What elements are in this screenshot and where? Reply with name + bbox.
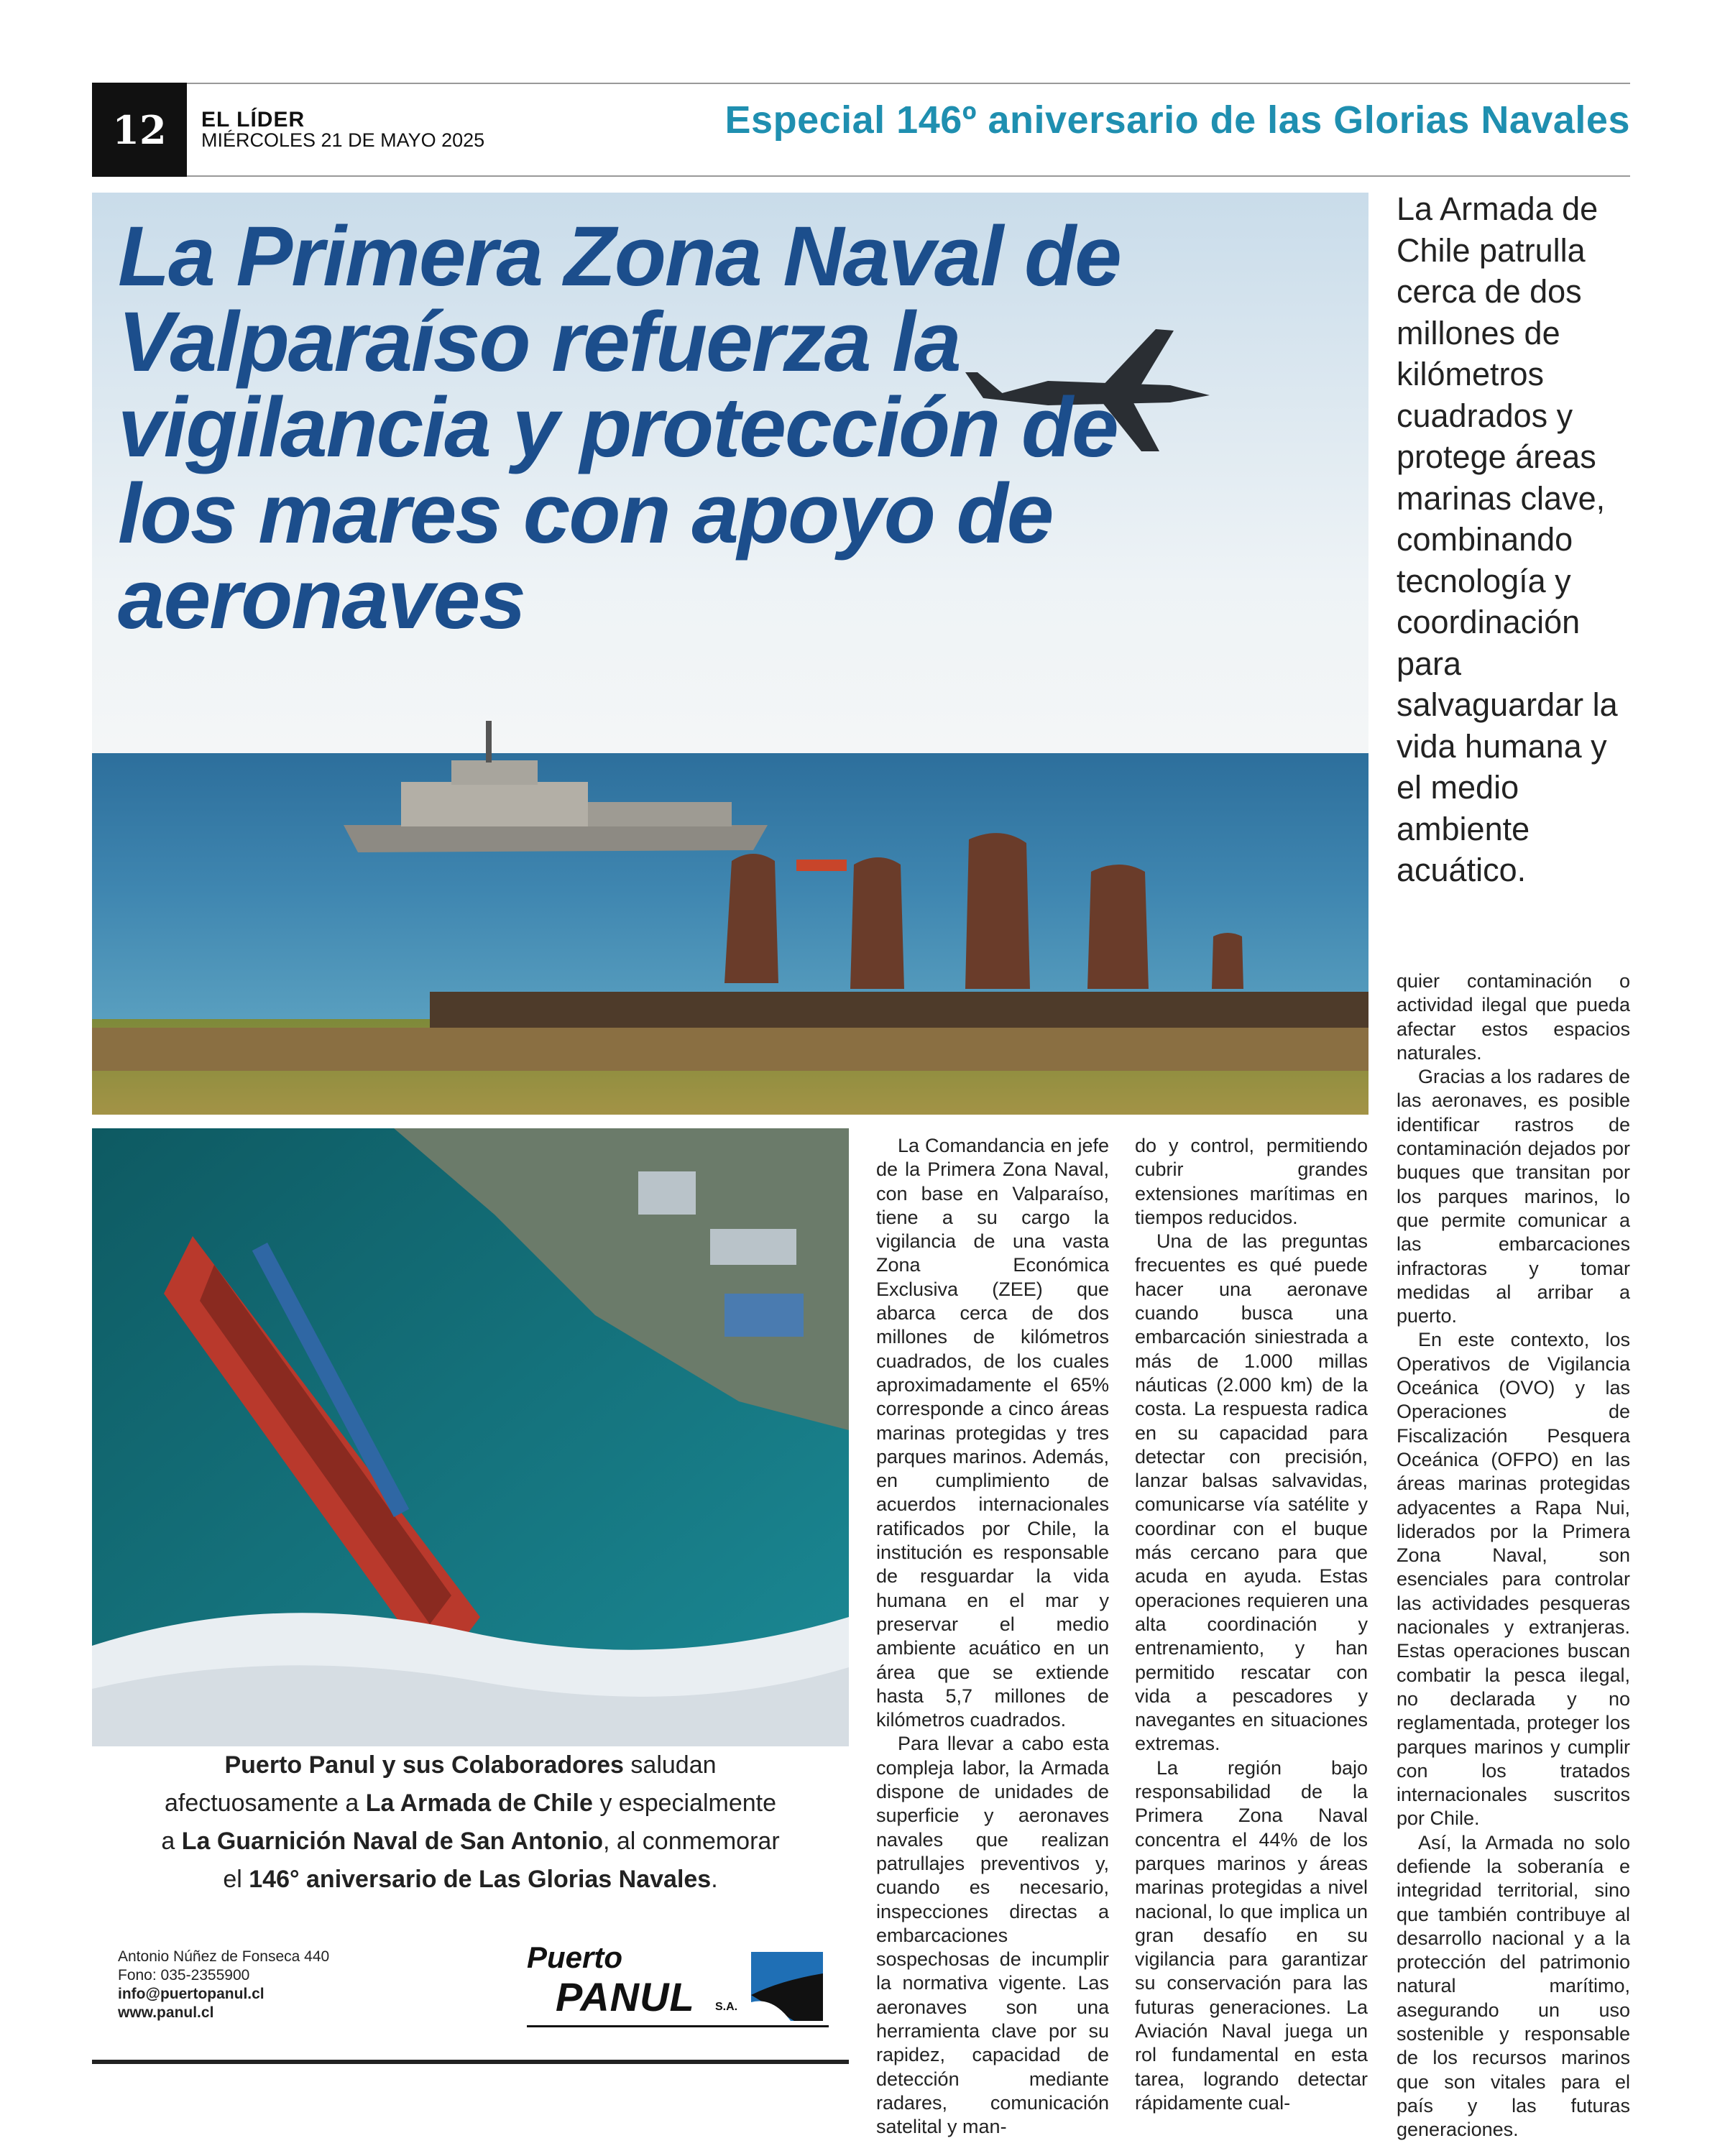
body-paragraph: La región bajo responsabilidad de la Primera Zona Naval concentra el 44% de los parques marinos y áreas marinas protegidas a nivel nacional, lo que implica un gran desafío en su vigilancia para garantizar su conservación para las futuras generaciones. La Aviación Naval juega un rol fundamental en esta tarea, logrando detectar rápidamente cual- <box>1135 1756 1368 2114</box>
body-paragraph: La Comandancia en jefe de la Primera Zona Naval, con base en Valparaíso, tiene a su cargo la vigilancia de una vasta Zona Económica Exclusiva (ZEE) que abarca cerca de dos millones de kilómetros cuadrados, de los cuales aproximadamente el 65% corresponde a cinco áreas marinas protegidas y tres parques marinos. Además, en cumplimiento de acuerdos internacionales ratificados por Chile, la institución es responsable de resguardar la vida humana en el mar y preservar el medio ambiente acuático en un área que se extiende hasta 5,7 millones de kilómetros cuadrados. <box>876 1135 1109 1731</box>
ad-email[interactable]: info@puertopanul.cl <box>118 1986 264 2002</box>
ad-bottom-rule <box>92 2060 849 2064</box>
header-bottom-rule <box>92 175 1630 177</box>
body-column-1 <box>876 1134 1109 2139</box>
panul-emblem-icon <box>751 1952 823 2021</box>
headline: La Primera Zona Naval de Valparaíso refuerza la vigilancia y protección de los mares con apoyo de aeronaves <box>118 209 1121 647</box>
ahu-platform <box>430 992 1368 1028</box>
body-paragraph: Para llevar a cabo esta compleja labor, la Armada dispone de unidades de superficie y aeronaves navales que realizan patrullajes preventivos y, cuando es necesario, inspecciones directas a embarcaciones sospechosas de incumplir la normativa vigente. Las aeronaves son una herramienta clave por su rapidez, capacidad de detección mediante radares, comunicación satelital y man- <box>876 1733 1109 2138</box>
body-column-2 <box>1135 1134 1368 2115</box>
page-number: 12 <box>92 83 187 177</box>
body-column-3 <box>1397 969 1630 2142</box>
ad-line4-pre: el <box>223 1866 249 1893</box>
ad-website[interactable]: www.panul.cl <box>118 2004 214 2021</box>
logo-word-puerto: Puerto <box>527 1940 623 1974</box>
body-paragraph: Así, la Armada no solo defiende la soberanía e integridad territorial, sino que también contribuye al desarrollo nacional y a la protección del patrimonio natural marítimo, asegurando un uso sostenible y responsable de los recursos marinos que son vitales para el país y las futuras generaciones. <box>1397 1831 1630 2141</box>
stone-field <box>92 1028 1368 1071</box>
ad-phone: Fono: 035-2355900 <box>118 1967 250 1984</box>
body-paragraph: Una de las preguntas frecuentes es qué puede hacer una aeronave cuando busca una embarcación siniestrada a más de 1.000 millas náuticas (2.000 km) de la costa. La respuesta radica en su capacidad para detectar con precisión, lanzar balsas salvavidas, comunicarse vía satélite y coordinar con el buque más cercano para que acuda en ayuda. Estas operaciones requieren una alta coordinación y entrenamiento, y han permitido rescatar con vida a pescadores y navegantes en situaciones extremas. <box>1135 1230 1368 1755</box>
ad-line2-rest: y especialmente <box>592 1789 777 1817</box>
logo-word-panul: PANUL <box>556 1974 695 2019</box>
puerto-panul-ad <box>92 1128 849 2060</box>
rescue-boat <box>796 860 847 871</box>
hero-photo <box>92 193 1368 1115</box>
ad-line1-rest: saludan <box>623 1751 717 1779</box>
ad-line2-bold: La Armada de Chile <box>365 1789 593 1817</box>
ad-line3-bold: La Guarnición Naval de San Antonio <box>181 1828 603 1855</box>
body-paragraph: quier contaminación o actividad ilegal que pueda afectar estos espacios naturales. <box>1397 970 1630 1064</box>
logo-underline <box>527 2025 829 2027</box>
ad-line4-rest: . <box>711 1866 718 1893</box>
body-paragraph: Gracias a los radares de las aeronaves, es posible identificar rastros de contaminación dejados por buques que transitan por los parques marinos, lo que permite comunicar a las embarcaciones infractoras y tomar medidas al arribar a puerto. <box>1397 1066 1630 1327</box>
body-paragraph: do y control, permitiendo cubrir grandes extensiones marítimas en tiempos reducidos. <box>1135 1135 1368 1228</box>
ad-line2-pre: afectuosamente a <box>164 1789 366 1817</box>
ad-address: Antonio Núñez de Fonseca 440 <box>118 1948 330 1965</box>
port-aerial-photo <box>92 1128 849 1746</box>
ad-line1-bold: Puerto Panul y sus Colaboradores <box>224 1751 624 1779</box>
puerto-panul-logo <box>527 1940 829 2027</box>
ad-line3-rest: , al conmemorar <box>603 1828 780 1855</box>
ad-greeting <box>92 1746 849 1899</box>
header-top-rule <box>92 83 1630 84</box>
ad-line4-bold: 146° aniversario de Las Glorias Navales <box>249 1866 712 1893</box>
ad-line3-pre: a <box>161 1828 182 1855</box>
issue-date: MIÉRCOLES 21 DE MAYO 2025 <box>201 129 485 151</box>
lead-paragraph: La Armada de Chile patrulla cerca de dos millones de kilómetros cuadrados y protege áreas marinas clave, combinando tecnología y coordinación para salvaguardar la vida humana y el medio ambiente acuático. <box>1397 190 1618 888</box>
ad-contact <box>118 1948 329 2022</box>
logo-suffix: S.A. <box>715 2001 738 2013</box>
newspaper-name: EL LÍDER <box>201 108 305 132</box>
section-title: Especial 146º aniversario de las Glorias Navales <box>724 98 1630 142</box>
body-paragraph: En este contexto, los Operativos de Vigilancia Oceánica (OVO) y las Operaciones de Fiscalización Pesquera Oceánica (OFPO) en las áreas marinas protegidas adyacentes a Rapa Nui, liderados por la Primera Zona Naval, son esenciales para controlar las actividades pesqueras nacionales y extranjeras. Estas operaciones buscan combatir la pesca ilegal, no declarada y no reglamentada, proteger los parques marinos y cumplir con los tratados internacionales suscritos por Chile. <box>1397 1329 1630 1830</box>
